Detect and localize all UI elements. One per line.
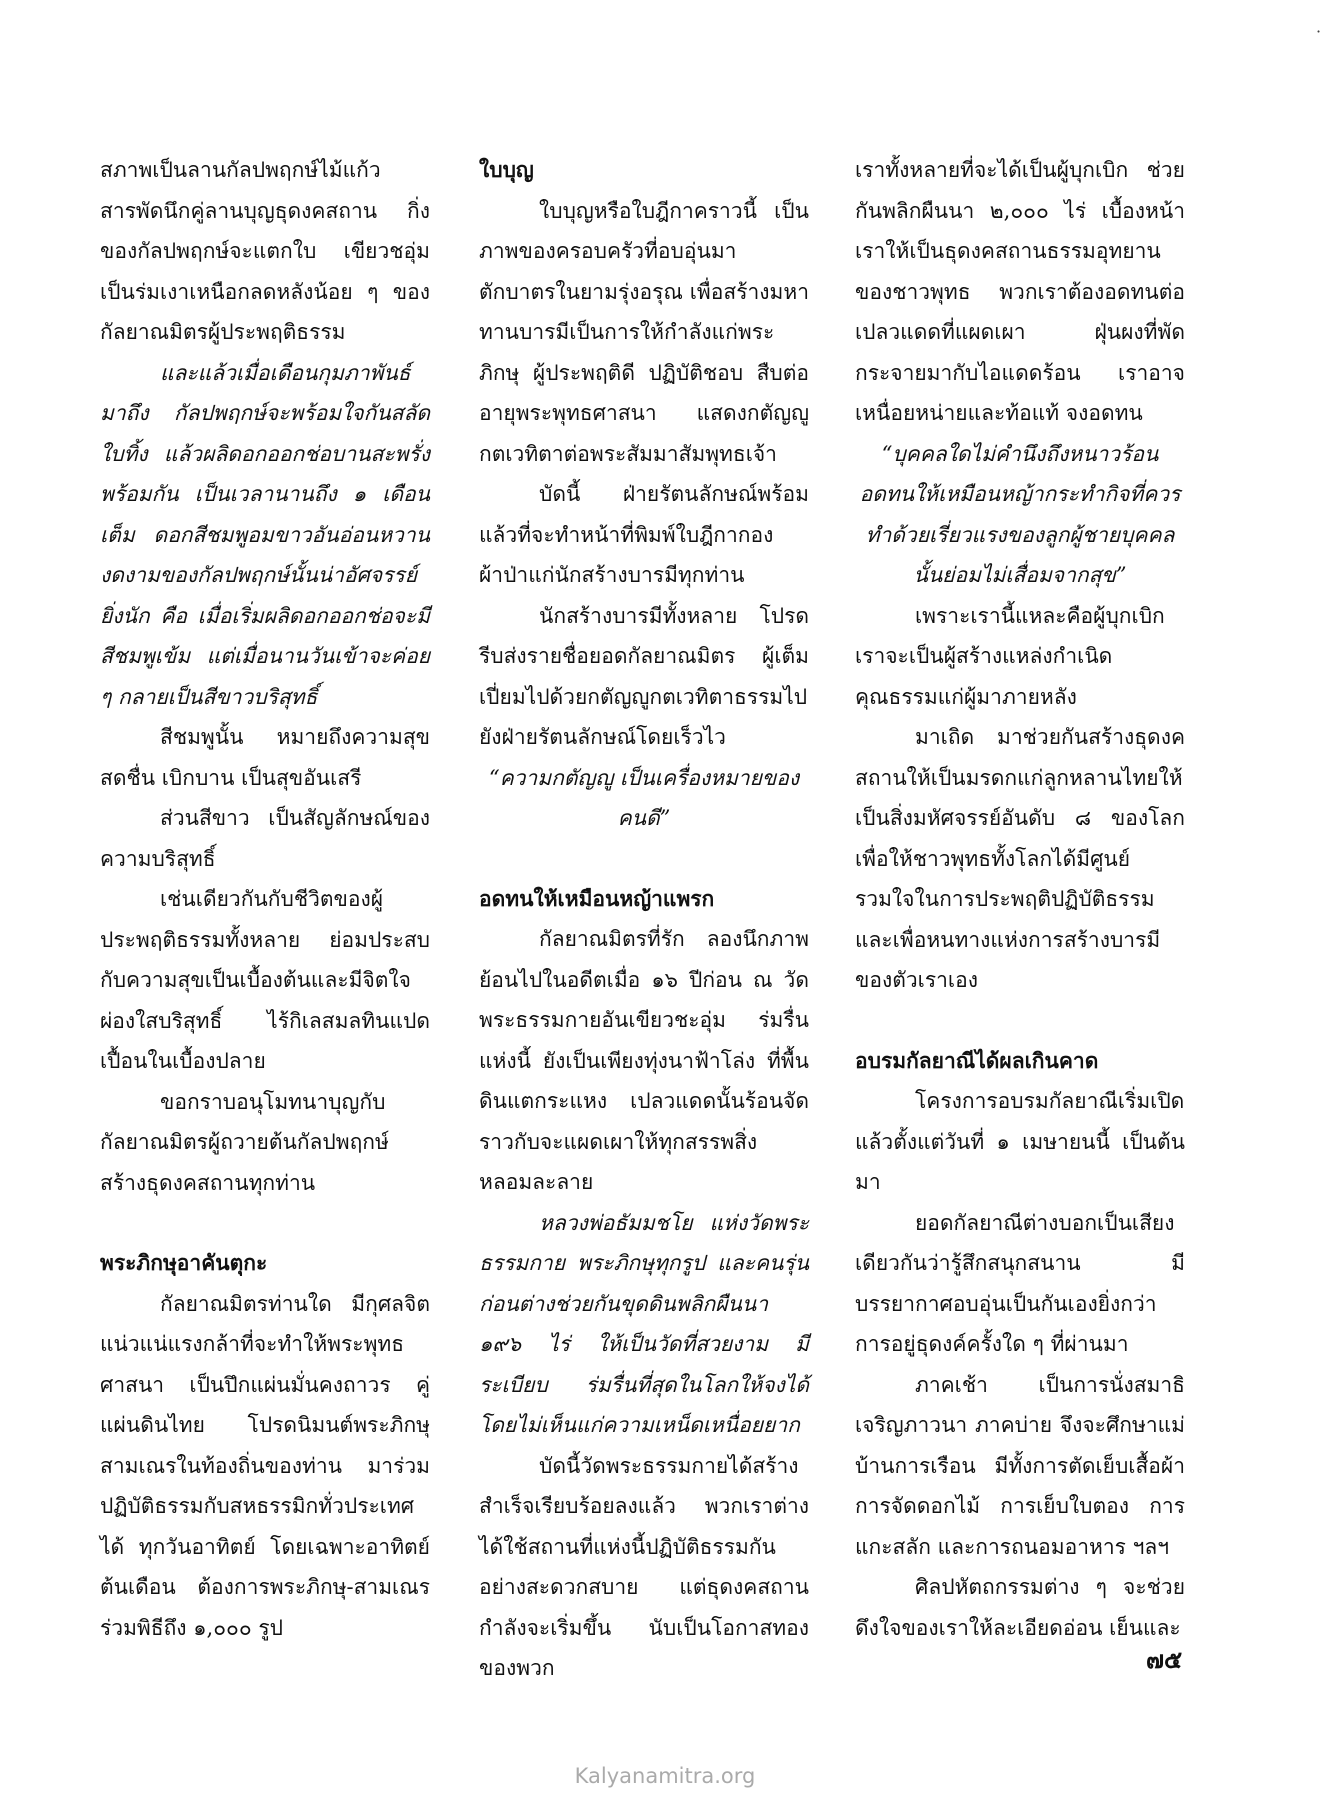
paragraph: และแล้วเมื่อเดือนกุมภาพันธ์มาถึง กัลปพฤกษ์จะพร้อมใจกันสลัดใบทิ้ง แล้วผลิดอกออกช่อบานสะพรั่งพร้อมกัน เป็นเวลานานถึง ๑ เดือนเต็ม ดอกสีชมพูอมขาวอันอ่อนหวานงดงามของกัลปพฤกษ์นั้นน่าอัศจรรย์ยิ่งนัก คือ เมื่อเริ่มผลิดอกออกช่อจะมีสีชมพูเข้ม แต่เมื่อนานวันเข้าจะค่อย ๆ กลายเป็นสีขาวบริสุทธิ์ bbox=[100, 360, 430, 709]
section-heading: พระภิกษุอาคันตุกะ bbox=[100, 1250, 268, 1275]
paragraph: สภาพเป็นลานกัลปพฤกษ์ไม้แก้ว สารพัดนึกคู่ลานบุญธุดงคสถาน กิ่งของกัลปพฤกษ์จะแตกใบ เขียวชอุ่ม เป็นร่มเงาเหนือกลดหลังน้อย ๆ ของกัลยาณมิตรผู้ประพฤติธรรม bbox=[100, 158, 430, 344]
paragraph: โครงการอบรมกัลยาณีเริ่มเปิดแล้วตั้งแต่วันที่ ๑ เมษายนนี้ เป็นต้นมา bbox=[855, 1089, 1185, 1194]
paragraph: นักสร้างบารมีทั้งหลาย โปรดรีบส่งรายชื่อยอดกัลยาณมิตร ผู้เต็มเปี่ยมไปด้วยกตัญญูกตเวทิตาธรรมไปยังฝ่ายรัตนลักษณ์โดยเร็วไว bbox=[479, 603, 809, 749]
paragraph: กัลยาณมิตรที่รัก ลองนึกภาพย้อนไปในอดีตเมื่อ ๑๖ ปีก่อน ณ วัดพระธรรมกายอันเขียวชะอุ่ม ร่มรื่นแห่งนี้ ยังเป็นเพียงทุ่งนาฟ้าโล่ง ที่พื้นดินแตกระแหง เปลวแดดนั้นร้อนจัดราวกับจะแผดเผาให้ทุกสรรพสิ่งหลอมละลาย bbox=[479, 927, 809, 1194]
paragraph: ส่วนสีขาว เป็นสัญลักษณ์ของความบริสุทธิ์ bbox=[100, 806, 430, 871]
paragraph: บัดนี้วัดพระธรรมกายได้สร้างสำเร็จเรียบร้อยลงแล้ว พวกเราต่างได้ใช้สถานที่แห่งนี้ปฏิบัติธรรมกันอย่างสะดวกสบาย แต่ธุดงคสถานกำลังจะเริ่มขึ้น นับเป็นโอกาสทองของพวก bbox=[479, 1453, 809, 1680]
paragraph: ภาคเช้า เป็นการนั่งสมาธิ เจริญภาวนา ภาคบ่าย จึงจะศึกษาแม่บ้านการเรือน มีทั้งการตัดเย็บเสื้อผ้า การจัดดอกไม้ การเย็บใบตอง การแกะสลัก และการถนอมอาหาร ฯลฯ bbox=[855, 1372, 1185, 1559]
section-heading: อบรมกัลยาณีได้ผลเกินคาด bbox=[855, 1047, 1099, 1073]
paragraph: บัดนี้ ฝ่ายรัตนลักษณ์พร้อมแล้วที่จะทำหน้าที่พิมพ์ใบฎีกากองผ้าป่าแก่นักสร้างบารมีทุกท่าน bbox=[479, 482, 809, 587]
paragraph: กัลยาณมิตรท่านใด มีกุศลจิตแน่วแน่แรงกล้าที่จะทำให้พระพุทธศาสนา เป็นปึกแผ่นมั่นคงถาวร คู่แผ่นดินไทย โปรดนิมนต์พระภิกษุสามเณรในท้องถิ่นของท่าน มาร่วมปฏิบัติธรรมกับสหธรรมิกทั่วประเทศ ได้ ทุกวันอาทิตย์ โดยเฉพาะอาทิตย์ต้นเดือน ต้องการพระภิกษุ-สามเณรร่วมพิธีถึง ๑,๐๐๐ รูป bbox=[100, 1291, 430, 1640]
section-heading: ใบบุญ bbox=[479, 157, 534, 182]
paragraph: เราทั้งหลายที่จะได้เป็นผู้บุกเบิก ช่วยกันพลิกผืนนา ๒,๐๐๐ ไร่ เบื้องหน้าเราให้เป็นธุดงคสถานธรรมอุทยานของชาวพุทธ พวกเราต้องอดทนต่อเปลวแดดที่แผดเผา ฝุ่นผงที่พัดกระจายมากับไอแดดร้อน เราอาจเหนื่อยหน่ายและท้อแท้ จงอดทน bbox=[855, 158, 1185, 425]
section-heading: อดทนให้เหมือนหญ้าแพรก bbox=[479, 885, 715, 911]
paragraph: ยอดกัลยาณีต่างบอกเป็นเสียงเดียวกันว่ารู้สึกสนุกสนาน มีบรรยากาศอบอุ่นเป็นกันเองยิ่งกว่าการอยู่ธุดงค์ครั้งใด ๆ ที่ผ่านมา bbox=[855, 1210, 1185, 1356]
quote: “ความกตัญญู เป็นเครื่องหมายของคนดี” bbox=[488, 765, 800, 830]
paragraph: ขอกราบอนุโมทนาบุญกับกัลยาณมิตรผู้ถวายต้นกัลปพฤกษ์สร้างธุดงคสถานทุกท่าน bbox=[100, 1089, 389, 1195]
footer-watermark: Kalyanamitra.org bbox=[574, 1764, 756, 1788]
paragraph: ใบบุญหรือใบฎีกาคราวนี้ เป็นภาพของครอบครัวที่อบอุ่นมาตักบาตรในยามรุ่งอรุณ เพื่อสร้างมหาทานบารมีเป็นการให้กำลังแก่พระภิกษุ ผู้ประพฤติดี ปฏิบัติชอบ สืบต่ออายุพระพุทธศาสนา แสดงกตัญญูกตเวทิตาต่อพระสัมมาสัมพุทธเจ้า bbox=[479, 198, 809, 466]
paragraph: มาเถิด มาช่วยกันสร้างธุดงคสถานให้เป็นมรดกแก่ลูกหลานไทยให้เป็นสิ่งมหัศจรรย์อันดับ ๘ ของโลกเพื่อให้ชาวพุทธทั้งโลกได้มีศูนย์รวมใจในการประพฤติปฏิบัติธรรม และเพื่อหนทางแห่งการสร้างบารมีของตัวเราเอง bbox=[855, 725, 1185, 992]
paragraph: เช่นเดียวกันกับชีวิตของผู้ประพฤติธรรมทั้งหลาย ย่อมประสบกับความสุขเป็นเบื้องต้นและมีจิตใจผ่องใสบริสุทธิ์ ไร้กิเลสมลทินแปดเปื้อนในเบื้องปลาย bbox=[100, 887, 430, 1073]
paragraph: ศิลปหัตถกรรมต่าง ๆ จะช่วยดึงใจของเราให้ละเอียดอ่อน เย็นและ bbox=[855, 1575, 1185, 1640]
paragraph: หลวงพ่อธัมมชโย แห่งวัดพระธรรมกาย พระภิกษุทุกรูป และคนรุ่นก่อนต่างช่วยกันขุดดินพลิกผืนนา ๑๙๖ ไร่ ให้เป็นวัดที่สวยงาม มีระเบียบ ร่มรื่นที่สุดในโลกให้จงได้ โดยไม่เห็นแก่ความเหน็ดเหนื่อยยาก bbox=[479, 1210, 809, 1437]
page-number: ๗๕ bbox=[1146, 1645, 1183, 1674]
paragraph: เพราะเรานี้แหละคือผู้บุกเบิกเราจะเป็นผู้สร้างแหล่งกำเนิดคุณธรรมแก่ผู้มาภายหลัง bbox=[855, 603, 1165, 709]
column-right bbox=[855, 150, 1185, 1648]
column-middle bbox=[479, 150, 809, 1689]
quote: “บุคคลใดไม่คำนึงถึงหนาวร้อนอดทนให้เหมือนหญ้ากระทำกิจที่ควรทำด้วยเรี่ยวแรงของลูกผู้ชายบุคคลนั้นย่อมไม่เสื่อมจากสุข” bbox=[859, 441, 1181, 587]
paragraph: สีชมพูนั้น หมายถึงความสุขสดชื่น เบิกบาน เป็นสุขอันเสรี bbox=[100, 725, 430, 790]
scan-speck: · bbox=[1316, 22, 1322, 41]
column-left bbox=[100, 150, 430, 1648]
